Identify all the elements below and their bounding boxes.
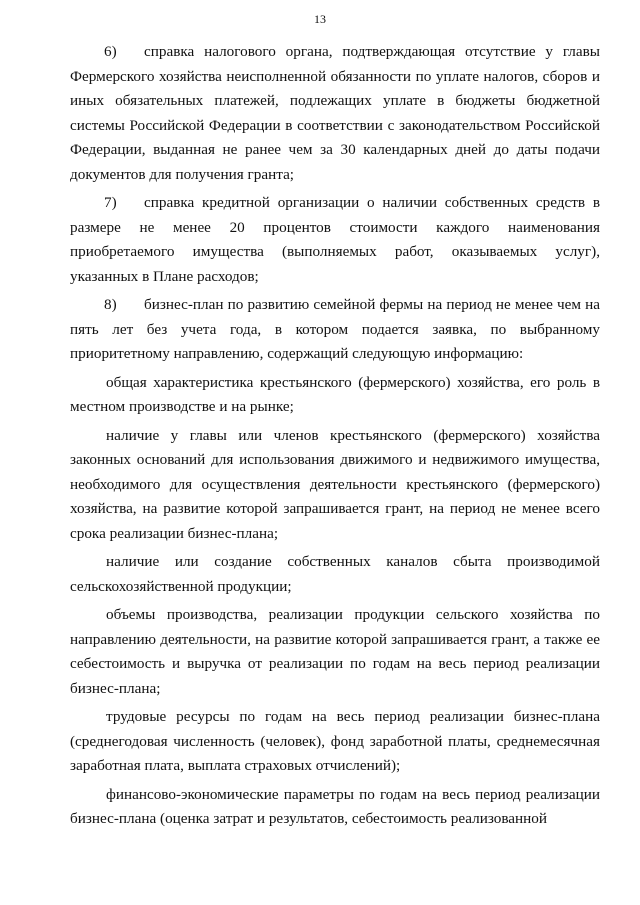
subparagraph-general: общая характеристика крестьянского (фермерского) хозяйства, его роль в местном производстве и на рынке; (70, 373, 600, 415)
item-number: 7) (104, 194, 117, 211)
item-number: 8) (104, 296, 117, 313)
subparagraph-labor-resources: трудовые ресурсы по годам на весь период реализации бизнес-плана (среднегодовая численность (человек), фонд заработной платы, среднемесячная заработная плата, выплата страховых отчислений); (70, 708, 600, 774)
subparagraph-legal-grounds: наличие у главы или членов крестьянского (фермерского) хозяйства законных оснований для использования движимого и недвижимого имущества, необходимого для осуществления деятельности крестьянского (фермерского) хозяйства, на развитие которой запрашивается грант, на период не менее всего срока реализации бизнес-плана; (70, 426, 600, 542)
list-item-6 (70, 40, 600, 187)
item-text: справка налогового органа, подтверждающая отсутствие у главы Фермерского хозяйства неисполненной обязанности по уплате налогов, сборов и иных обязательных платежей, подлежащих уплате в бюджеты бюджетной системы Российской Федерации в соответствии с законодательством Российской Федерации, выданная не ранее чем за 30 календарных дней до даты подачи документов для получения гранта; (70, 43, 600, 183)
list-item-7 (70, 191, 600, 289)
document-body (70, 40, 600, 833)
item-text: справка кредитной организации о наличии собственных средств в размере не менее 20 процентов стоимости каждого наименования приобретаемого имущества (выполняемых работ, оказываемых услуг), указанных в Плане расходов; (70, 194, 600, 285)
subparagraph-sales-channels: наличие или создание собственных каналов сбыта производимой сельскохозяйственной продукции; (70, 553, 600, 595)
subparagraph-production-volumes: объемы производства, реализации продукции сельского хозяйства по направлению деятельности, на развитие которой запрашивается грант, а также ее себестоимость и выручка от реализации по годам на весь период реализации бизнес-плана; (70, 606, 600, 697)
item-number: 6) (104, 43, 117, 60)
page-number: 13 (314, 12, 326, 26)
item-text: бизнес-план по развитию семейной фермы на период не менее чем на пять лет без учета года, в котором подается заявка, по выбранному приоритетному направлению, содержащий следующую информацию: (70, 296, 600, 362)
subparagraph-financial-parameters: финансово-экономические параметры по годам на весь период реализации бизнес-плана (оценка затрат и результатов, себестоимость реализованной (70, 785, 600, 827)
list-item-8 (70, 293, 600, 367)
